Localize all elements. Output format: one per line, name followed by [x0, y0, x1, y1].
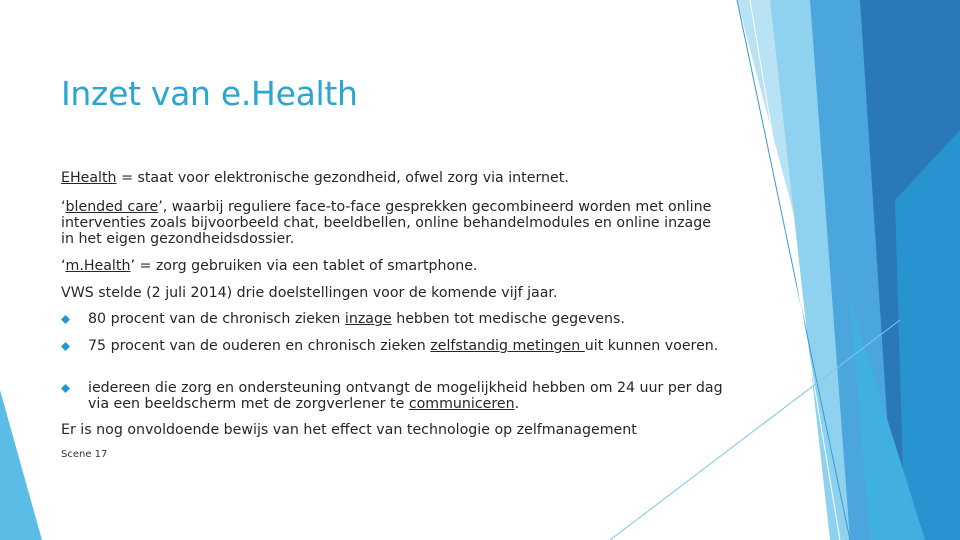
bullet-item: 75 procent van de ouderen en chronisch zieken zelfstandig metingen uit kunnen voeren. — [61, 338, 726, 354]
mhealth-term: m.Health — [65, 258, 131, 274]
diamond-bullet-icon — [61, 315, 70, 324]
inzage-term: inzage — [344, 311, 392, 327]
paragraph-vws-goals: VWS stelde (2 juli 2014) drie doelstellingen voor de komende vijf jaar. — [61, 285, 558, 301]
blended-care-term: blended care — [65, 199, 159, 215]
scene-label: Scene 17 — [61, 449, 108, 460]
blended-care-definition: ’, waarbij reguliere face-to-face gesprekken gecombineerd worden met online interventies zoals bijvoorbeeld chat, beeldbellen, online behandelmodules en online inzage in het eigen gezondheidsdossier. — [61, 199, 712, 247]
diamond-bullet-icon — [61, 342, 70, 351]
paragraph-blended-care — [61, 199, 726, 247]
paragraph-ehealth — [61, 170, 726, 186]
ehealth-term: EHealth — [61, 170, 117, 186]
quote-open: ‘ — [61, 199, 66, 215]
bullet-item: iedereen die zorg en ondersteuning ontvangt de mogelijkheid hebben om 24 uur per dag via een beeldscherm met de zorgverlener te communiceren. — [61, 380, 726, 412]
ehealth-definition: = staat voor elektronische gezondheid, ofwel zorg via internet. — [116, 170, 569, 186]
paragraph-mhealth — [61, 258, 726, 274]
communiceren-term: communiceren — [408, 396, 515, 412]
mhealth-definition: ’ = zorg gebruiken via een tablet of smartphone. — [130, 258, 478, 274]
diamond-bullet-icon — [61, 384, 70, 393]
bullet-item: 80 procent van de chronisch zieken inzage hebben tot medische gegevens. — [61, 311, 726, 327]
left-corner-triangle — [0, 390, 42, 540]
paragraph-evidence: Er is nog onvoldoende bewijs van het effect van technologie op zelfmanagement — [61, 422, 637, 438]
slide-title: Inzet van e.Health — [61, 74, 358, 114]
quote-open: ‘ — [61, 258, 66, 274]
zelfstandig-metingen-term: zelfstandig metingen — [430, 338, 585, 354]
